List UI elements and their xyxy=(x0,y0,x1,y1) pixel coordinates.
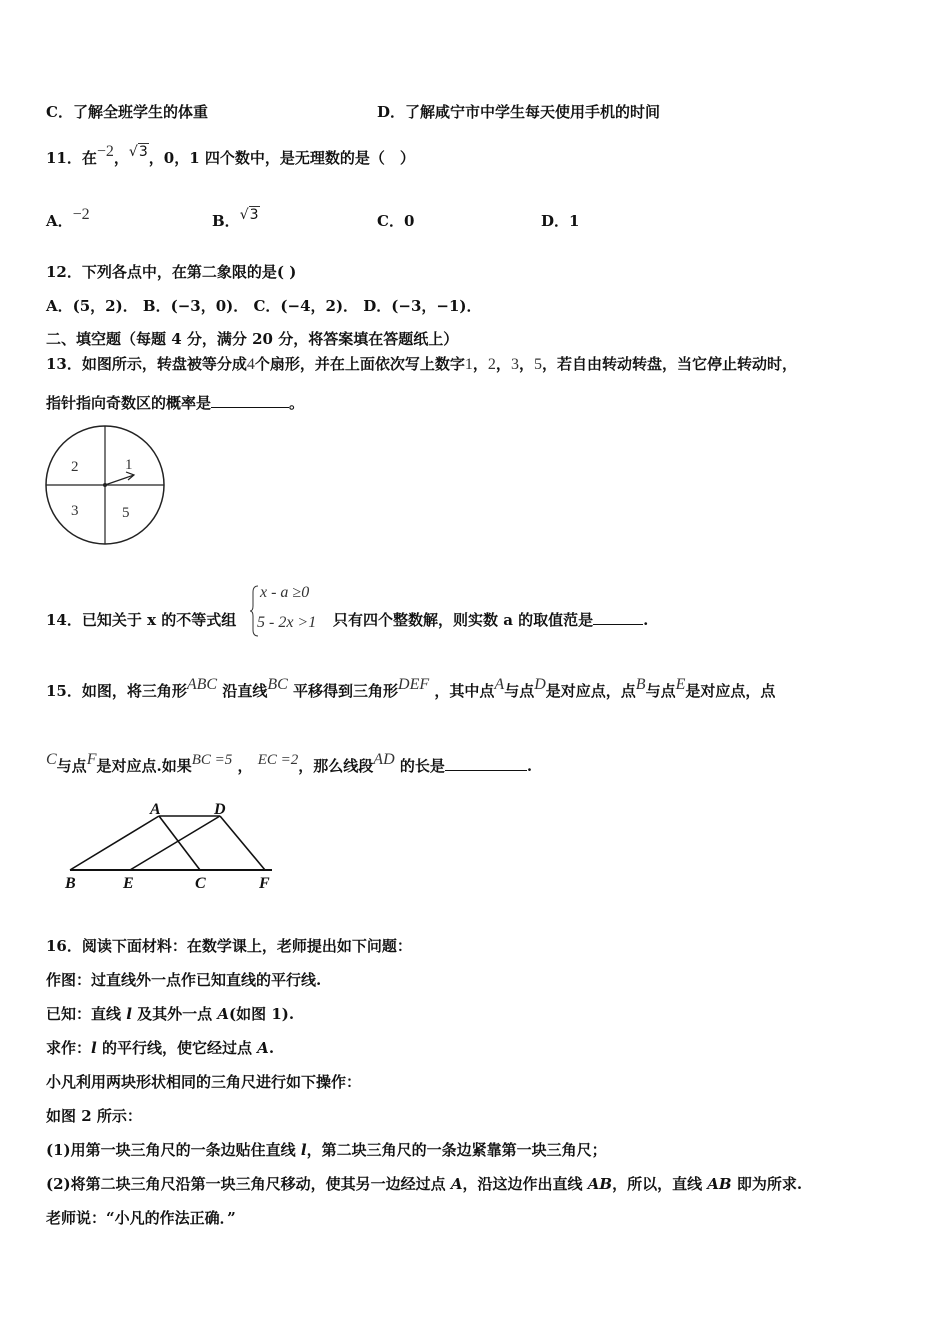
wheel-pointer xyxy=(105,475,134,485)
spinner-wheel-figure xyxy=(40,420,172,552)
q11-rest: ，0，1 四个数中，是无理数的是（ ） xyxy=(148,149,415,167)
q11-neg2: −2 xyxy=(96,143,114,160)
q12-options: A．(5，2)． B．(−3，0)． C．(−4，2)． D．(−3，−1)． xyxy=(46,297,482,315)
fig-label-c: C xyxy=(195,875,206,892)
q16-line7: (1)用第一块三角尺的一条边贴住直线 l，第二块三角尺的一条边紧靠第一块三角尺； xyxy=(46,1141,607,1159)
q13-answer-blank[interactable] xyxy=(211,407,289,408)
q11-sep: ， xyxy=(113,149,129,167)
wheel-label-1: 1 xyxy=(125,457,133,473)
fig-label-e: E xyxy=(123,875,134,892)
q11-stem xyxy=(46,143,415,169)
q10-option-c: C．了解全班学生的体重 xyxy=(46,103,208,121)
wheel-label-5: 5 xyxy=(122,505,130,521)
q11-prefix: 11．在 xyxy=(46,149,97,167)
q16-line3: 已知：直线 l 及其外一点 A(如图 1). xyxy=(46,1005,295,1023)
q10-option-d: D．了解咸宁市中学生每天使用手机的时间 xyxy=(377,103,661,121)
q14-ineq-2: 5 - 2x >1 xyxy=(257,614,317,631)
segment-ac xyxy=(159,816,200,870)
q16-line4: 求作：l 的平行线，使它经过点 A. xyxy=(46,1039,275,1057)
wheel-label-3: 3 xyxy=(71,503,79,519)
q11-option-d: D．1 xyxy=(541,212,580,230)
q13-line1: 13．如图所示，转盘被等分成4个扇形，并在上面依次写上数字1，2，3，5，若自由转动转盘，当它停止转动时， xyxy=(46,355,797,373)
q14-answer-blank[interactable] xyxy=(593,624,643,625)
q15-line1: 15．如图，将三角形ABC 沿直线BC 平移得到三角形DEF ，其中点A与点D是对应点，点B与点E是对应点，点 xyxy=(46,676,776,700)
segment-df xyxy=(220,816,265,870)
q13-line2: 指针指向奇数区的概率是 。 xyxy=(46,394,305,412)
section-2-heading: 二、填空题（每题 4 分，满分 20 分，将答案填在答题纸上） xyxy=(46,330,459,348)
fig-label-f: F xyxy=(259,875,270,892)
segment-ab xyxy=(70,816,159,870)
fig-label-b: B xyxy=(65,875,76,892)
triangle-translation-figure xyxy=(60,796,290,896)
q11-option-a: A．−2 xyxy=(46,206,90,230)
q14-rest: 只有四个整数解，则实数 a 的取值范是 . xyxy=(333,611,649,629)
q12-stem: 12．下列各点中，在第二象限的是( ) xyxy=(46,263,297,281)
q11-option-b: B．√3 xyxy=(212,207,259,230)
q16-line1: 16．阅读下面材料：在数学课上，老师提出如下问题： xyxy=(46,937,412,955)
q16-line2: 作图：过直线外一点作已知直线的平行线. xyxy=(46,971,322,989)
q11-sqrt3: √3 xyxy=(128,144,148,160)
q14-inequality-system xyxy=(250,584,340,638)
q11-option-c: C．0 xyxy=(377,212,415,230)
q16-line6: 如图 2 所示： xyxy=(46,1107,142,1125)
q14-ineq-1: x - a ≥0 xyxy=(260,584,310,601)
q14-stem: 14．已知关于 x 的不等式组 xyxy=(46,611,237,629)
q15-line2: C与点F是对应点.如果BC =5 ， EC =2，那么线段AD 的长是 . xyxy=(46,751,533,775)
q16-line8: (2)将第二块三角尺沿第一块三角尺移动，使其另一边经过点 A，沿这边作出直线 AB，所以，直线 AB 即为所求. xyxy=(46,1175,803,1193)
fig-label-a: A xyxy=(150,801,161,818)
q15-answer-blank[interactable] xyxy=(445,770,527,771)
wheel-label-2: 2 xyxy=(71,459,79,475)
q16-line5: 小凡利用两块形状相同的三角尺进行如下操作： xyxy=(46,1073,362,1091)
segment-de xyxy=(130,816,220,870)
fig-label-d: D xyxy=(214,801,226,818)
q16-line9: 老师说：“小凡的作法正确．” xyxy=(46,1209,236,1227)
